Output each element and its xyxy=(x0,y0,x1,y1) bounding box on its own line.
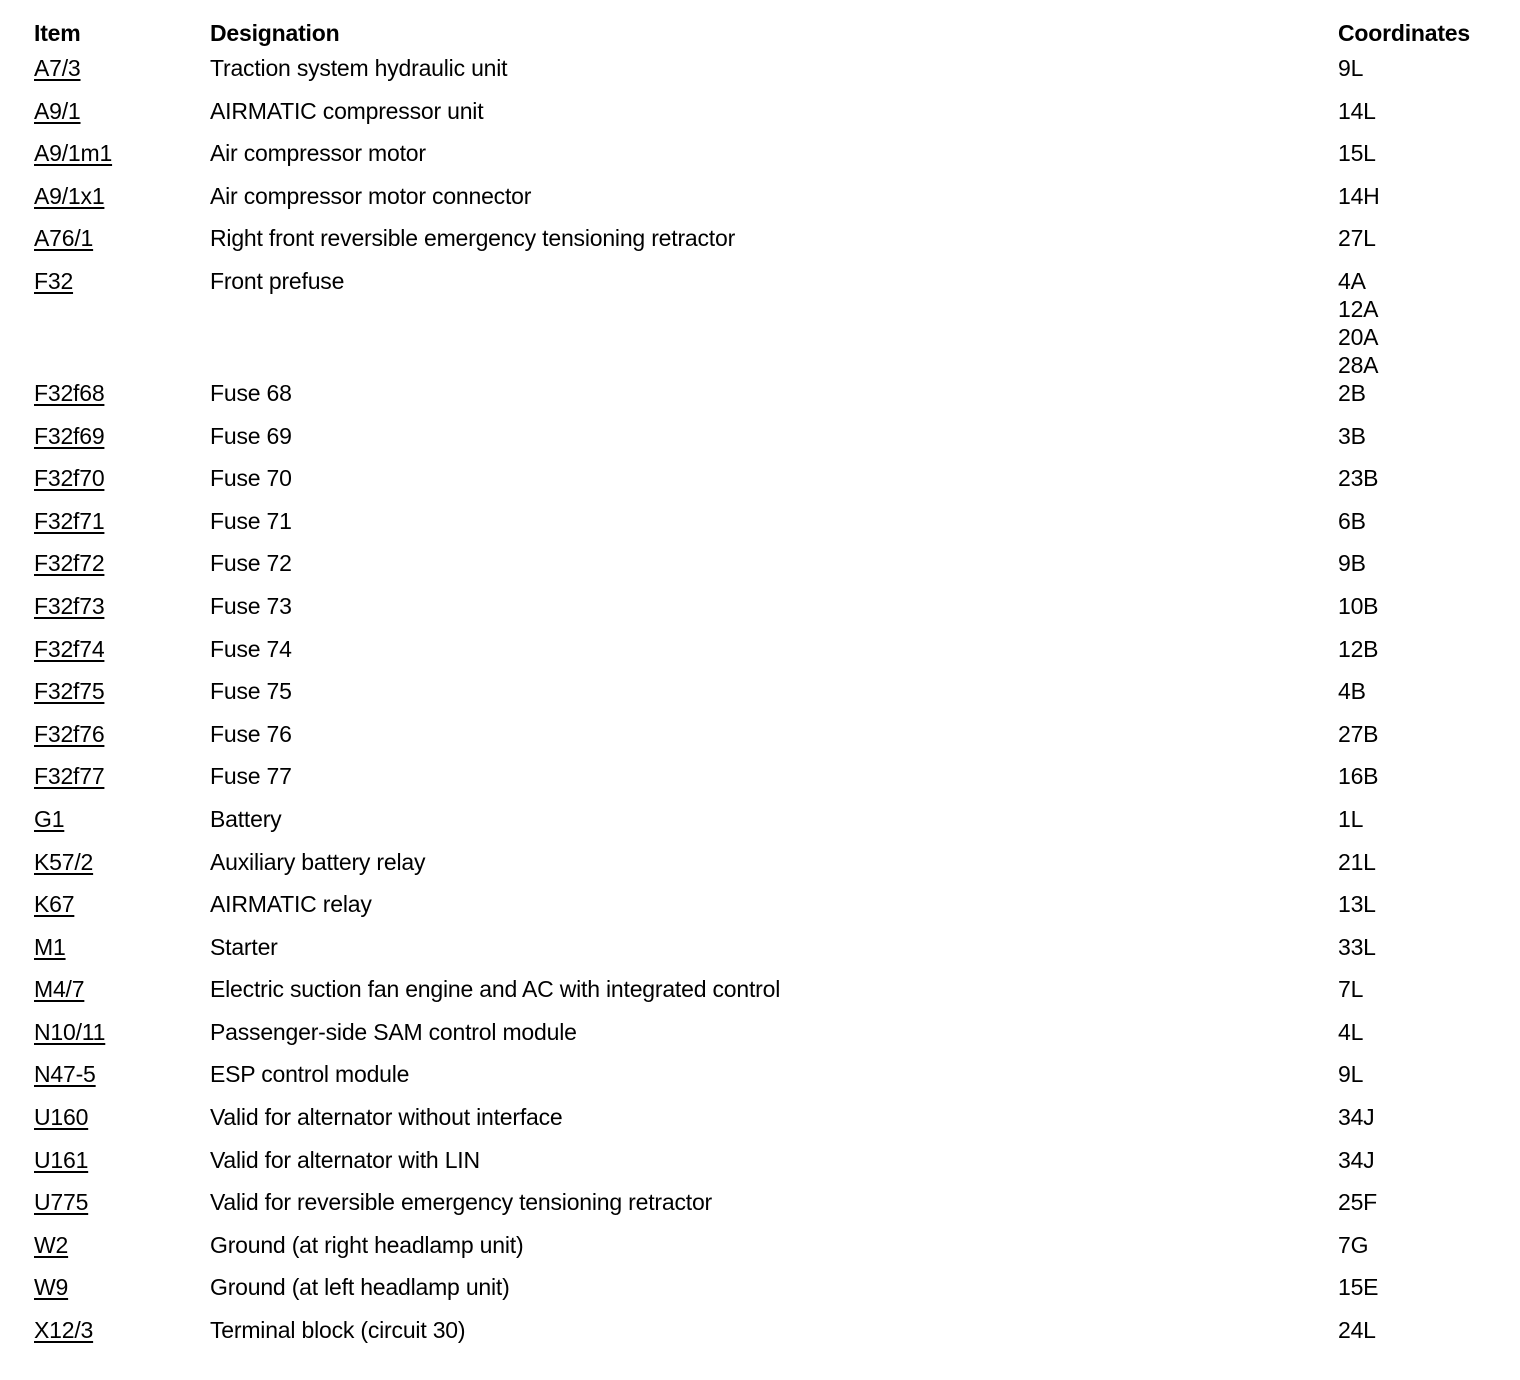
header-row xyxy=(32,20,1492,54)
coordinate-value: 15E xyxy=(1338,1274,1379,1301)
coordinate-value: 27B xyxy=(1338,720,1379,747)
table-row xyxy=(32,933,1492,976)
item-link[interactable]: F32f71 xyxy=(34,507,105,534)
coordinates-cell xyxy=(1336,805,1492,848)
item-link[interactable]: W9 xyxy=(34,1274,69,1301)
table-row xyxy=(32,54,1492,97)
coordinates-cell xyxy=(1336,762,1492,805)
designation-cell: Fuse 77 xyxy=(210,763,292,790)
item-cell xyxy=(32,890,208,933)
designation-cell: Auxiliary battery relay xyxy=(210,848,426,875)
item-link[interactable]: M4/7 xyxy=(34,976,85,1003)
item-link[interactable]: F32f77 xyxy=(34,763,105,790)
item-link[interactable]: K57/2 xyxy=(34,848,94,875)
coordinate-value: 13L xyxy=(1338,891,1376,918)
coordinates-cell xyxy=(1336,267,1492,379)
item-link[interactable]: F32f74 xyxy=(34,635,105,662)
item-cell xyxy=(32,267,208,379)
coordinates-cell xyxy=(1336,720,1492,763)
coordinate-value: 23B xyxy=(1338,465,1379,492)
coordinate-value: 9B xyxy=(1338,550,1366,577)
coordinate-value: 25F xyxy=(1338,1189,1378,1216)
item-link[interactable]: W2 xyxy=(34,1231,69,1258)
item-cell xyxy=(32,97,208,140)
coordinates-cell xyxy=(1336,1273,1492,1316)
coordinate-value: 14L xyxy=(1338,97,1376,124)
item-cell xyxy=(32,933,208,976)
table-row xyxy=(32,507,1492,550)
designation-cell: Ground (at left headlamp unit) xyxy=(210,1274,510,1301)
item-link[interactable]: F32f70 xyxy=(34,465,105,492)
table-row xyxy=(32,1316,1492,1359)
item-cell xyxy=(32,848,208,891)
designation-cell: Fuse 74 xyxy=(210,635,292,662)
coordinates-cell xyxy=(1336,1018,1492,1061)
item-link[interactable]: K67 xyxy=(34,891,75,918)
designation-cell: Battery xyxy=(210,805,282,832)
table-row xyxy=(32,890,1492,933)
coordinates-cell xyxy=(1336,464,1492,507)
coordinates-cell xyxy=(1336,97,1492,140)
designation-cell: Fuse 76 xyxy=(210,720,292,747)
table-row xyxy=(32,635,1492,678)
item-cell xyxy=(32,1231,208,1274)
designation-cell: Starter xyxy=(210,933,278,960)
designation-cell: Fuse 70 xyxy=(210,465,292,492)
item-link[interactable]: F32f68 xyxy=(34,379,105,406)
item-cell xyxy=(32,224,208,267)
coordinates-cell xyxy=(1336,224,1492,267)
coordinate-value: 7G xyxy=(1338,1231,1369,1258)
item-link[interactable]: M1 xyxy=(34,933,66,960)
coordinate-value: 9L xyxy=(1338,1061,1364,1088)
designation-cell: Fuse 75 xyxy=(210,678,292,705)
designation-cell: Fuse 68 xyxy=(210,379,292,406)
designation-cell: Traction system hydraulic unit xyxy=(210,55,508,81)
item-link[interactable]: A9/1x1 xyxy=(34,182,105,209)
designation-cell: Passenger-side SAM control module xyxy=(210,1018,577,1045)
table-row xyxy=(32,97,1492,140)
coordinates-cell xyxy=(1336,848,1492,891)
item-cell xyxy=(32,635,208,678)
table-row xyxy=(32,677,1492,720)
item-cell xyxy=(32,1146,208,1189)
item-cell xyxy=(32,1316,208,1359)
item-cell xyxy=(32,1273,208,1316)
coordinates-cell xyxy=(1336,890,1492,933)
coordinates-cell xyxy=(1336,507,1492,550)
item-cell xyxy=(32,182,208,225)
table-row xyxy=(32,1231,1492,1274)
coordinate-value: 2B xyxy=(1338,379,1366,406)
item-cell xyxy=(32,1060,208,1103)
coordinate-value: 34J xyxy=(1338,1104,1375,1131)
item-link[interactable]: U161 xyxy=(34,1146,89,1173)
table-row xyxy=(32,1060,1492,1103)
coordinate-value: 10B xyxy=(1338,592,1379,619)
table-header xyxy=(32,20,1492,54)
item-cell xyxy=(32,549,208,592)
item-cell xyxy=(32,975,208,1018)
coordinate-value: 27L xyxy=(1338,225,1376,252)
item-cell xyxy=(32,805,208,848)
table-row xyxy=(32,549,1492,592)
coordinates-cell xyxy=(1336,592,1492,635)
table-row xyxy=(32,1273,1492,1316)
table-row xyxy=(32,848,1492,891)
item-link[interactable]: A9/1 xyxy=(34,97,81,124)
coordinate-value: 9L xyxy=(1338,55,1364,81)
table-row xyxy=(32,267,1492,379)
coordinate-value: 21L xyxy=(1338,848,1376,875)
item-cell xyxy=(32,677,208,720)
designation-cell: AIRMATIC relay xyxy=(210,891,372,918)
coordinate-value: 34J xyxy=(1338,1146,1375,1173)
coordinate-value: 4L xyxy=(1338,1018,1364,1045)
coordinates-cell xyxy=(1336,1316,1492,1359)
coordinates-cell xyxy=(1336,379,1492,422)
designation-cell: Ground (at right headlamp unit) xyxy=(210,1231,524,1258)
item-cell xyxy=(32,507,208,550)
designation-cell: Valid for alternator without interface xyxy=(210,1104,563,1131)
header-designation: Designation xyxy=(210,20,340,46)
item-link[interactable]: X12/3 xyxy=(34,1317,94,1344)
item-link[interactable]: F32f69 xyxy=(34,422,105,449)
coordinates-cell xyxy=(1336,139,1492,182)
coordinates-cell xyxy=(1336,933,1492,976)
designation-cell: Valid for reversible emergency tensioning retractor xyxy=(210,1189,712,1216)
item-link[interactable]: F32f72 xyxy=(34,550,105,577)
table-row xyxy=(32,182,1492,225)
item-cell xyxy=(32,139,208,182)
table-row xyxy=(32,139,1492,182)
designation-cell: Electric suction fan engine and AC with integrated control xyxy=(210,976,781,1003)
item-cell xyxy=(32,379,208,422)
coordinate-value: 3B xyxy=(1338,422,1366,449)
coordinate-value: 12B xyxy=(1338,635,1379,662)
item-link[interactable]: F32 xyxy=(34,267,74,294)
coordinate-value: 20A xyxy=(1338,323,1379,350)
item-cell xyxy=(32,592,208,635)
item-cell xyxy=(32,720,208,763)
item-cell xyxy=(32,1103,208,1146)
coordinates-cell xyxy=(1336,1060,1492,1103)
table-row xyxy=(32,1103,1492,1146)
item-cell xyxy=(32,464,208,507)
designation-cell: Air compressor motor xyxy=(210,140,426,167)
coordinate-value: 28A xyxy=(1338,351,1379,378)
designation-cell: Fuse 71 xyxy=(210,507,292,534)
coordinate-value: 1L xyxy=(1338,805,1364,832)
coordinate-value: 6B xyxy=(1338,507,1366,534)
coordinates-cell xyxy=(1336,635,1492,678)
component-legend-table xyxy=(32,20,1492,1359)
table-row xyxy=(32,1018,1492,1061)
item-link[interactable]: A7/3 xyxy=(34,55,81,81)
item-cell xyxy=(32,1018,208,1061)
coordinates-cell xyxy=(1336,182,1492,225)
coordinate-value: 16B xyxy=(1338,763,1379,790)
designation-cell: Fuse 69 xyxy=(210,422,292,449)
item-link[interactable]: A76/1 xyxy=(34,225,94,252)
coordinate-value: 4B xyxy=(1338,678,1366,705)
coordinates-cell xyxy=(1336,54,1492,97)
coordinates-cell xyxy=(1336,422,1492,465)
coordinates-cell xyxy=(1336,1231,1492,1274)
table-row xyxy=(32,592,1492,635)
designation-cell: ESP control module xyxy=(210,1061,410,1088)
header-coordinates: Coordinates xyxy=(1338,20,1470,46)
coordinate-value: 33L xyxy=(1338,933,1376,960)
designation-cell: Right front reversible emergency tensioning retractor xyxy=(210,225,736,252)
table-body xyxy=(32,54,1492,1359)
header-item: Item xyxy=(34,20,81,46)
table-row xyxy=(32,379,1492,422)
coordinates-cell xyxy=(1336,1188,1492,1231)
table-row xyxy=(32,1188,1492,1231)
item-cell xyxy=(32,54,208,97)
coordinates-cell xyxy=(1336,975,1492,1018)
designation-cell: Valid for alternator with LIN xyxy=(210,1146,480,1173)
designation-cell: Fuse 72 xyxy=(210,550,292,577)
coordinate-value: 7L xyxy=(1338,976,1364,1003)
item-link[interactable]: F32f76 xyxy=(34,720,105,747)
item-link[interactable]: N47-5 xyxy=(34,1061,96,1088)
designation-cell: Front prefuse xyxy=(210,267,345,294)
coordinate-value: 24L xyxy=(1338,1317,1376,1344)
item-link[interactable]: A9/1m1 xyxy=(34,140,113,167)
coordinates-cell xyxy=(1336,1103,1492,1146)
table-row xyxy=(32,805,1492,848)
item-link[interactable]: N10/11 xyxy=(34,1018,106,1045)
table-row xyxy=(32,975,1492,1018)
item-link[interactable]: F32f75 xyxy=(34,678,105,705)
table-row xyxy=(32,464,1492,507)
item-cell xyxy=(32,1188,208,1231)
designation-cell: AIRMATIC compressor unit xyxy=(210,97,484,124)
table-row xyxy=(32,224,1492,267)
item-link[interactable]: G1 xyxy=(34,805,65,832)
coordinate-value: 4A xyxy=(1338,267,1366,294)
coordinate-value: 12A xyxy=(1338,295,1379,322)
designation-cell: Air compressor motor connector xyxy=(210,182,532,209)
coordinate-value: 15L xyxy=(1338,140,1376,167)
item-cell xyxy=(32,762,208,805)
coordinates-cell xyxy=(1336,549,1492,592)
coordinates-cell xyxy=(1336,677,1492,720)
table-row xyxy=(32,1146,1492,1189)
designation-cell: Terminal block (circuit 30) xyxy=(210,1317,466,1344)
item-cell xyxy=(32,422,208,465)
designation-cell: Fuse 73 xyxy=(210,592,292,619)
coordinates-cell xyxy=(1336,1146,1492,1189)
table-row xyxy=(32,762,1492,805)
table-row xyxy=(32,422,1492,465)
table-row xyxy=(32,720,1492,763)
item-link[interactable]: U775 xyxy=(34,1189,89,1216)
item-link[interactable]: U160 xyxy=(34,1104,89,1131)
coordinate-value: 14H xyxy=(1338,182,1380,209)
item-link[interactable]: F32f73 xyxy=(34,592,105,619)
